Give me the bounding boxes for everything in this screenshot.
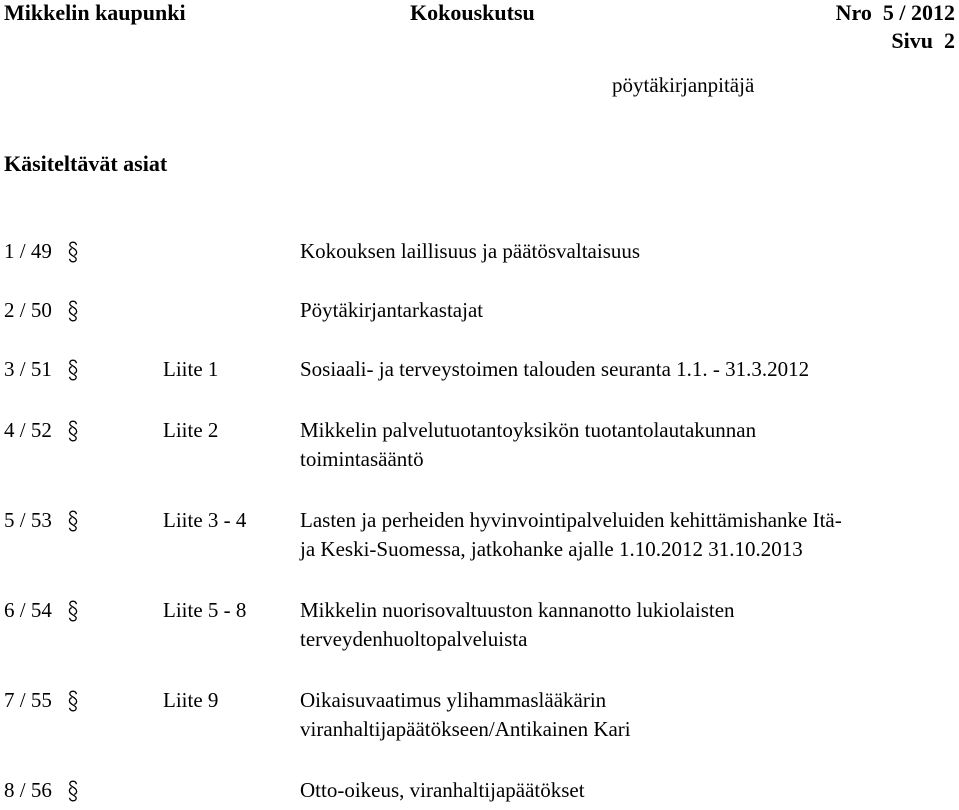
item-attachment: Liite 2	[163, 418, 219, 442]
item-title-line: terveydenhuoltopalveluista	[300, 627, 528, 651]
section-title: Käsiteltävät asiat	[4, 151, 168, 176]
item-number: 6 / 54	[4, 598, 52, 622]
item-number: 1 / 49	[4, 239, 52, 263]
item-number: 2 / 50	[4, 298, 52, 322]
item-title-line: Otto-oikeus, viranhaltijapäätökset	[300, 778, 585, 802]
item-title	[300, 355, 955, 384]
item-number: 3 / 51	[4, 357, 52, 381]
item-title-line: Oikaisuvaatimus ylihammaslääkärin	[300, 688, 607, 712]
item-title-line: ja Keski-Suomessa, jatkohanke ajalle 1.10.2012 31.10.2013	[300, 537, 803, 561]
secretary-label: pöytäkirjanpitäjä	[612, 73, 755, 97]
section-sign-icon	[66, 510, 80, 532]
item-attachment: Liite 9	[163, 688, 219, 712]
meeting-number: Nro 5 / 2012	[835, 0, 955, 25]
section-sign-icon	[66, 780, 80, 802]
item-title	[300, 237, 955, 266]
item-attachment: Liite 3 - 4	[163, 508, 247, 532]
item-title	[300, 416, 955, 474]
item-title-line: Pöytäkirjantarkastajat	[300, 298, 484, 322]
item-title	[300, 686, 955, 744]
organization-name: Mikkelin kaupunki	[4, 0, 186, 25]
item-title-line: Kokouksen laillisuus ja päätösvaltaisuus	[300, 239, 641, 263]
item-title	[300, 506, 955, 564]
item-title-line: toimintasääntö	[300, 447, 424, 471]
section-sign-icon	[66, 600, 80, 622]
item-number: 4 / 52	[4, 418, 52, 442]
item-title-line: Lasten ja perheiden hyvinvointipalveluiden kehittämishanke Itä-	[300, 508, 842, 532]
item-title	[300, 596, 955, 654]
item-title	[300, 296, 955, 325]
document-type: Kokouskutsu	[410, 0, 535, 25]
section-sign-icon	[66, 359, 80, 381]
item-attachment: Liite 5 - 8	[163, 598, 247, 622]
item-number: 5 / 53	[4, 508, 52, 532]
item-title-line: Mikkelin palvelutuotantoyksikön tuotantolautakunnan	[300, 418, 757, 442]
section-sign-icon	[66, 690, 80, 712]
item-title-line: Mikkelin nuorisovaltuuston kannanotto lukiolaisten	[300, 598, 735, 622]
item-number: 8 / 56	[4, 778, 52, 802]
page-number: Sivu 2	[891, 28, 955, 53]
section-sign-icon	[66, 300, 80, 322]
item-title-line: Sosiaali- ja terveystoimen talouden seuranta 1.1. - 31.3.2012	[300, 357, 810, 381]
section-sign-icon	[66, 241, 80, 263]
item-title	[300, 776, 955, 805]
item-attachment: Liite 1	[163, 357, 219, 381]
item-number: 7 / 55	[4, 688, 52, 712]
item-title-line: viranhaltijapäätökseen/Antikainen Kari	[300, 717, 631, 741]
section-sign-icon	[66, 420, 80, 442]
